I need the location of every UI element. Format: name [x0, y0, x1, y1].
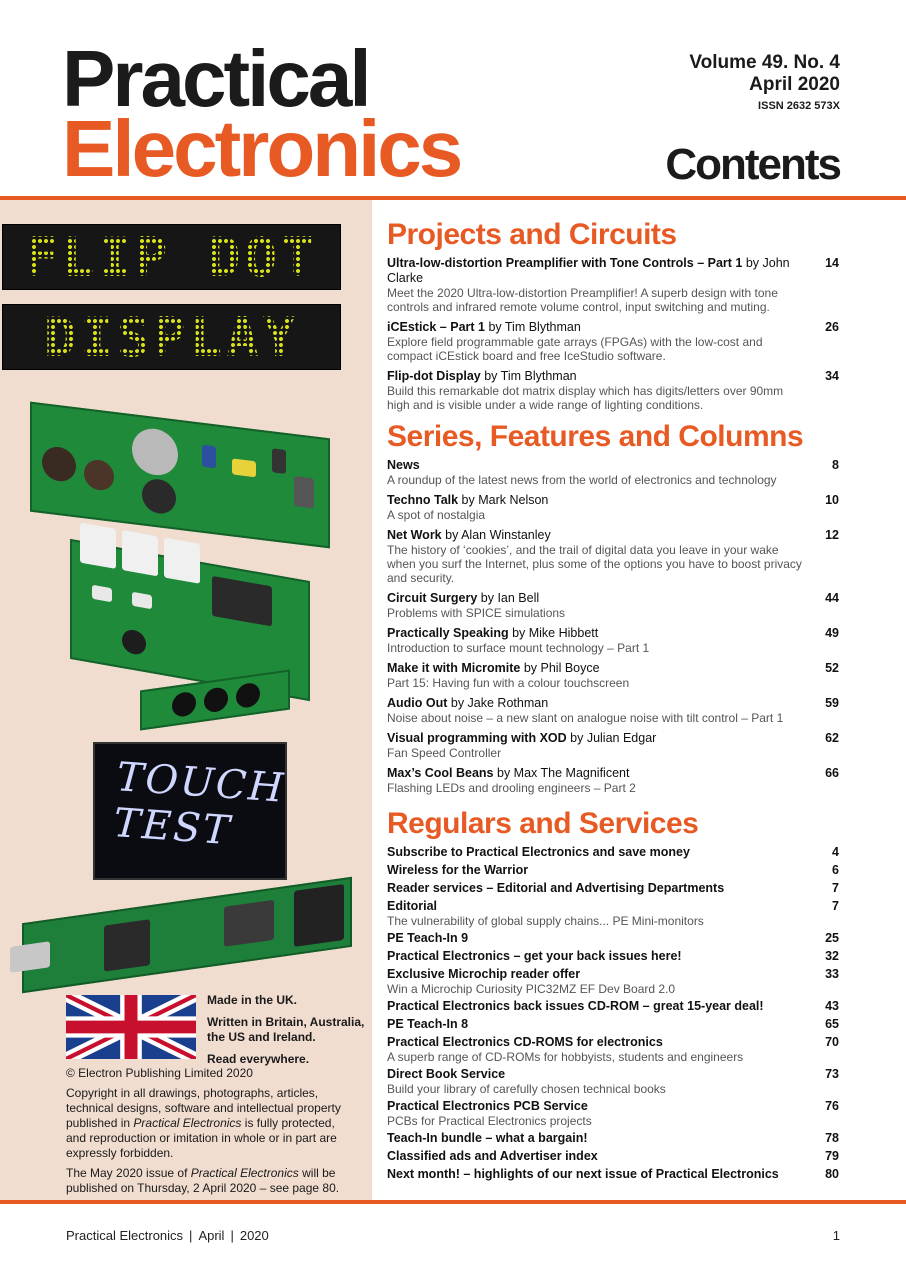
entry-page-number: 43 — [825, 999, 839, 1013]
entry-description: Meet the 2020 Ultra-low-distortion Preamplifier! A superb design with tone controls and infrared remote volume control, input switching and muting. — [387, 286, 778, 314]
entry-title: Max’s Cool Beans by Max The Magnificent — [387, 766, 630, 780]
union-jack-icon — [66, 995, 196, 1059]
section-projects — [387, 216, 839, 412]
contents-entry — [387, 1167, 839, 1182]
entry-page-number: 70 — [825, 1035, 839, 1049]
cover-image-panel — [0, 200, 372, 1200]
touch-test-text: TOUCH TEST — [111, 754, 287, 855]
contents-entry — [387, 1131, 839, 1146]
entry-title: PE Teach-In 8 — [387, 1017, 469, 1031]
uk-line-1: Made in the UK. — [207, 993, 298, 1007]
entry-page-number: 66 — [825, 766, 839, 780]
entry-description: Flashing LEDs and drooling engineers – Part 2 — [387, 781, 636, 795]
copyright-notice — [66, 1066, 356, 1200]
contents-entry — [387, 493, 839, 522]
entry-description: Problems with SPICE simulations — [387, 606, 566, 620]
entry-author: by Phil Boyce — [520, 661, 600, 675]
footer-magazine: Practical Electronics — [66, 1228, 184, 1243]
entry-page-number: 26 — [825, 320, 839, 334]
bottom-divider — [0, 1200, 906, 1204]
footer-year: 2020 — [239, 1228, 269, 1243]
next-issue-notice: The May 2020 issue of Practical Electronics will be published on Thursday, 2 April 2020 – see page 80. — [66, 1166, 340, 1195]
entry-author: by Mike Hibbett — [508, 626, 599, 640]
contents-entry — [387, 899, 839, 928]
entry-author: by Ian Bell — [477, 591, 540, 605]
entry-title: Teach-In bundle – what a bargain! — [387, 1131, 588, 1145]
entry-author: by Tim Blythman — [484, 320, 581, 334]
entry-title: Ultra-low-distortion Preamplifier with Tone Controls – Part 1 by John Clarke — [387, 256, 790, 285]
contents-entry — [387, 1149, 839, 1164]
issn: ISSN 2632 573X — [758, 100, 840, 112]
entry-description: A roundup of the latest news from the world of electronics and technology — [387, 473, 777, 487]
section-title-projects: Projects and Circuits — [387, 218, 677, 251]
entry-page-number: 14 — [825, 256, 839, 270]
flip-dot-text-2: DISPLAY — [43, 305, 300, 369]
contents-entry — [387, 999, 839, 1014]
entry-page-number: 6 — [832, 863, 839, 877]
entry-title: News — [387, 458, 420, 472]
contents-entry — [387, 967, 839, 996]
contents-entry — [387, 369, 839, 412]
entry-title: PE Teach-In 9 — [387, 931, 469, 945]
entry-title: Exclusive Microchip reader offer — [387, 967, 581, 981]
issue-date: April 2020 — [749, 74, 840, 95]
entry-page-number: 52 — [825, 661, 839, 675]
entry-description: A superb range of CD-ROMs for hobbyists, students and engineers — [387, 1050, 744, 1064]
footer: Practical Electronics | April | 2020 — [66, 1228, 269, 1243]
entry-description: Explore field programmable gate arrays (FPGAs) with the low-cost and compact iCEstick board and free IceStudio software. — [387, 335, 763, 363]
contents-entry — [387, 931, 839, 946]
footer-month: April — [198, 1228, 225, 1243]
preamplifier-pcb-image — [30, 402, 330, 549]
copyright-line: © Electron Publishing Limited 2020 — [66, 1066, 253, 1080]
entry-author: by Max The Magnificent — [493, 766, 630, 780]
entry-description: Win a Microchip Curiosity PIC32MZ EF Dev Board 2.0 — [387, 982, 676, 996]
flip-dot-banner-1 — [2, 224, 341, 290]
flip-dot-banner-2 — [2, 304, 341, 370]
entry-title: Practically Speaking by Mike Hibbett — [387, 626, 599, 640]
section-title-regulars: Regulars and Services — [387, 807, 699, 840]
entry-page-number: 32 — [825, 949, 839, 963]
contents-entry — [387, 528, 839, 585]
entry-page-number: 79 — [825, 1149, 839, 1163]
entry-description: A spot of nostalgia — [387, 508, 486, 522]
entry-title: Practical Electronics PCB Service — [387, 1099, 588, 1113]
entry-author: by Tim Blythman — [480, 369, 577, 383]
entry-title: Visual programming with XOD by Julian Edgar — [387, 731, 657, 745]
volume-number: Volume 49. No. 4 — [689, 52, 840, 73]
contents-entry — [387, 1017, 839, 1032]
section-series — [387, 418, 839, 795]
entry-title: Techno Talk by Mark Nelson — [387, 493, 549, 507]
uk-line-3: Read everywhere. — [207, 1052, 310, 1066]
uk-line-2: Written in Britain, Australia, the US and Ireland. — [207, 1015, 365, 1044]
entry-title: Subscribe to Practical Electronics and save money — [387, 845, 690, 859]
contents-entry — [387, 949, 839, 964]
issue-info — [689, 52, 840, 114]
contents-entry — [387, 320, 839, 363]
entry-title: Practical Electronics CD-ROMS for electronics — [387, 1035, 663, 1049]
entry-title: Wireless for the Warrior — [387, 863, 529, 877]
entry-page-number: 33 — [825, 967, 839, 981]
entry-page-number: 12 — [825, 528, 839, 542]
entry-page-number: 78 — [825, 1131, 839, 1145]
entry-title: Direct Book Service — [387, 1067, 506, 1081]
entry-title: Classified ads and Advertiser index — [387, 1149, 598, 1163]
entry-title: Audio Out by Jake Rothman — [387, 696, 549, 710]
entry-page-number: 34 — [825, 369, 839, 383]
entry-page-number: 65 — [825, 1017, 839, 1031]
entry-title: Next month! – highlights of our next issue of Practical Electronics — [387, 1167, 779, 1181]
contents-entry — [387, 731, 839, 760]
entry-page-number: 80 — [825, 1167, 839, 1181]
contents-entry — [387, 696, 839, 725]
entry-author: by Julian Edgar — [566, 731, 657, 745]
entry-author: by Jake Rothman — [447, 696, 549, 710]
entry-page-number: 62 — [825, 731, 839, 745]
contents-entry — [387, 458, 839, 487]
contents-entry — [387, 256, 839, 314]
entry-description: Noise about noise – a new slant on analogue noise with tilt control – Part 1 — [387, 711, 784, 725]
contents-list — [387, 216, 839, 1185]
entry-title: Reader services – Editorial and Advertising Departments — [387, 881, 725, 895]
entry-page-number: 10 — [825, 493, 839, 507]
entry-title: Practical Electronics back issues CD-ROM – great 15-year deal! — [387, 999, 764, 1013]
entry-page-number: 7 — [832, 899, 839, 913]
entry-description: Fan Speed Controller — [387, 746, 502, 760]
entry-page-number: 4 — [832, 845, 839, 859]
copyright-paragraph: Copyright in all drawings, photographs, articles, technical designs, software and intellectual property published in Practical Electronics is fully protected, and reproduction or imitation in whole or in part are expressly forbidden. — [66, 1086, 341, 1160]
section-title-series: Series, Features and Columns — [387, 420, 804, 453]
section-regulars — [387, 805, 839, 1182]
entry-title: Practical Electronics – get your back issues here! — [387, 949, 682, 963]
entry-title: Circuit Surgery by Ian Bell — [387, 591, 540, 605]
entry-author: by Mark Nelson — [458, 493, 549, 507]
entry-author: by John Clarke — [387, 256, 790, 285]
entry-description: The vulnerability of global supply chains... PE Mini-monitors — [387, 914, 704, 928]
entry-page-number: 73 — [825, 1067, 839, 1081]
entry-page-number: 76 — [825, 1099, 839, 1113]
made-in-uk-text — [207, 993, 367, 1074]
touchscreen-image — [93, 742, 287, 880]
contents-entry — [387, 661, 839, 690]
entry-page-number: 49 — [825, 626, 839, 640]
page-number: 1 — [832, 1228, 840, 1243]
contents-entry — [387, 1035, 839, 1064]
page-title: Contents — [665, 140, 840, 189]
icestick-board-image — [22, 877, 352, 993]
entry-description: Part 15: Having fun with a colour touchscreen — [387, 676, 630, 690]
entry-page-number: 59 — [825, 696, 839, 710]
contents-entry — [387, 766, 839, 795]
magazine-logo — [62, 34, 482, 193]
logo-line-electronics: Electronics — [62, 104, 461, 193]
entry-title: Flip-dot Display by Tim Blythman — [387, 369, 577, 383]
contents-entry — [387, 845, 839, 860]
entry-description: The history of ‘cookies’, and the trail of digital data you leave in your wake when you surf the Internet, plus some of the options you have to boost privacy and security. — [387, 543, 802, 585]
contents-entry — [387, 626, 839, 655]
entry-title: iCEstick – Part 1 by Tim Blythman — [387, 320, 581, 334]
contents-entry — [387, 881, 839, 896]
entry-page-number: 8 — [832, 458, 839, 472]
entry-description: Introduction to surface mount technology – Part 1 — [387, 641, 650, 655]
union-jack-flag — [66, 995, 196, 1059]
contents-entry — [387, 591, 839, 620]
logo-line-practical: Practical — [62, 34, 369, 123]
entry-description: PCBs for Practical Electronics projects — [387, 1114, 592, 1128]
entry-page-number: 7 — [832, 881, 839, 895]
entry-description: Build your library of carefully chosen technical books — [387, 1082, 666, 1096]
entry-title: Editorial — [387, 899, 438, 913]
entry-title: Net Work by Alan Winstanley — [387, 528, 551, 542]
entry-page-number: 25 — [825, 931, 839, 945]
flip-dot-text-1: FLIP DOT — [25, 225, 318, 289]
contents-entry — [387, 1099, 839, 1128]
contents-entry — [387, 863, 839, 878]
entry-description: Build this remarkable dot matrix display which has digits/letters over 90mm high and is visible under a wide range of lighting conditions. — [387, 384, 784, 412]
entry-title: Make it with Micromite by Phil Boyce — [387, 661, 600, 675]
contents-entry — [387, 1067, 839, 1096]
entry-page-number: 44 — [825, 591, 839, 605]
entry-author: by Alan Winstanley — [441, 528, 551, 542]
